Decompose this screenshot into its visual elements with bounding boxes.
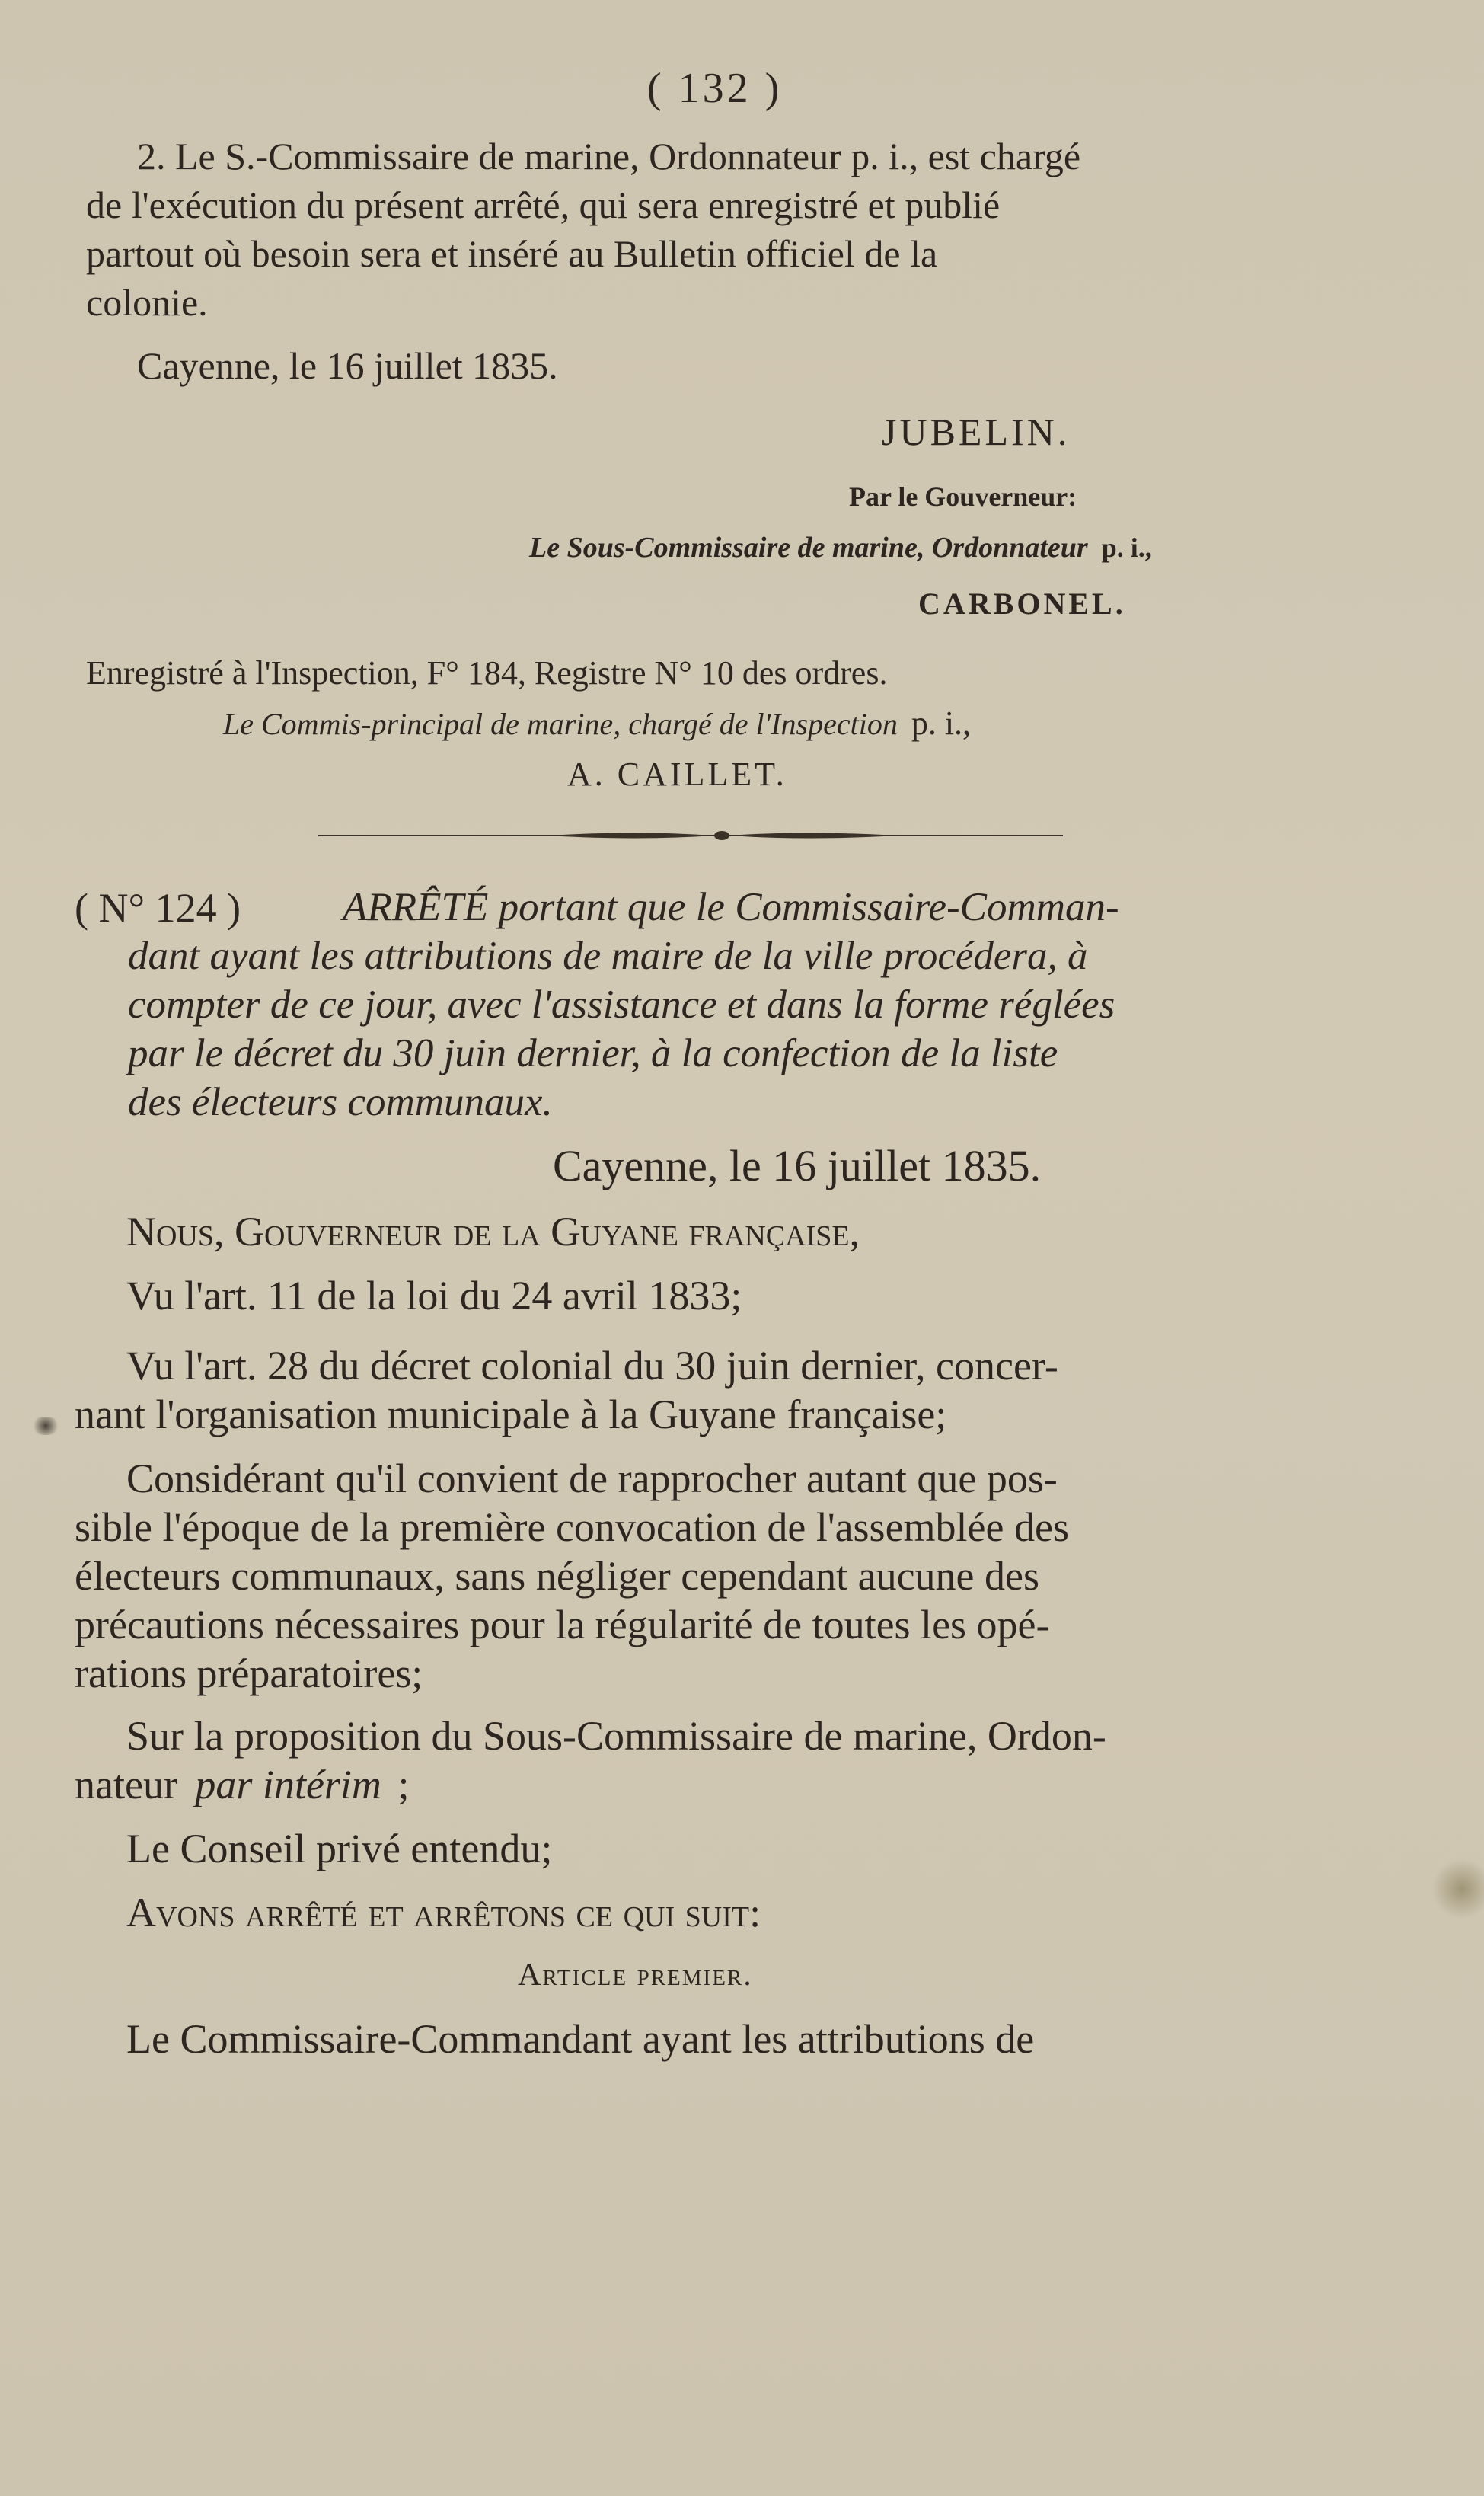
body-line: Sur la proposition du Sous-Commissaire de marine, Ordon- bbox=[126, 1713, 1106, 1759]
paragraph-line: partout où besoin sera et inséré au Bulletin officiel de la bbox=[86, 232, 938, 275]
body-line: sible l'époque de la première convocation de l'assemblée des bbox=[75, 1504, 1069, 1550]
body-line: Le Commissaire-Commandant ayant les attributions de bbox=[126, 2016, 1035, 2062]
body-line: Avons arrêté et arrêtons ce qui suit: bbox=[126, 1890, 761, 1935]
body-line: rations préparatoires; bbox=[75, 1651, 423, 1696]
body-line: électeurs communaux, sans négliger cependant aucune des bbox=[75, 1553, 1039, 1599]
sous-commissaire-suffix: p. i., bbox=[1101, 532, 1152, 563]
body-line: Vu l'art. 28 du décret colonial du 30 juin dernier, concer- bbox=[126, 1343, 1058, 1389]
signature-jubelin: JUBELIN. bbox=[882, 411, 1071, 453]
arrete-title-line: dant ayant les attributions de maire de la ville procédera, à bbox=[128, 934, 1088, 978]
arrete-title-line: compter de ce jour, avec l'assistance et dans la forme réglées bbox=[128, 983, 1115, 1027]
sous-commissaire-line bbox=[529, 533, 1152, 562]
commis-suffix: p. i., bbox=[911, 705, 972, 742]
date-line: Cayenne, le 16 juillet 1835. bbox=[137, 344, 558, 387]
registration-line: Enregistré à l'Inspection, F° 184, Registre N° 10 des ordres. bbox=[86, 654, 888, 692]
sous-commissaire-title: Le Sous-Commissaire de marine, Ordonnateur bbox=[529, 532, 1088, 564]
arrete-number: ( N° 124 ) bbox=[75, 885, 241, 931]
page-number: ( 132 ) bbox=[647, 65, 783, 112]
body-line-end: ; bbox=[397, 1762, 410, 1807]
body-line: Le Conseil privé entendu; bbox=[126, 1826, 553, 1871]
article-heading: Article premier. bbox=[518, 1957, 753, 1993]
arrete-title-line: des électeurs communaux. bbox=[128, 1080, 553, 1124]
par-le-gouverneur: Par le Gouverneur: bbox=[849, 481, 1077, 512]
date-line-2: Cayenne, le 16 juillet 1835. bbox=[553, 1141, 1042, 1190]
paragraph-line: de l'exécution du présent arrêté, qui sera enregistré et publié bbox=[86, 184, 1001, 226]
signature-caillet: A. CAILLET. bbox=[567, 756, 787, 793]
par-interim: par intérim bbox=[195, 1762, 381, 1807]
body-line-start: nateur bbox=[75, 1762, 177, 1807]
body-line: Vu l'art. 11 de la loi du 24 avril 1833; bbox=[126, 1273, 742, 1318]
signature-carbonel: CARBONEL. bbox=[918, 586, 1126, 621]
ornamental-rule bbox=[318, 829, 1063, 842]
paper-stain bbox=[1431, 1858, 1484, 1919]
body-line: Considérant qu'il convient de rapprocher autant que pos- bbox=[126, 1456, 1058, 1501]
paper-stain bbox=[30, 1417, 61, 1435]
arrete-title-line: ARRÊTÉ portant que le Commissaire-Comman- bbox=[343, 885, 1119, 929]
paragraph-line: 2. Le S.-Commissaire de marine, Ordonnateur p. i., est chargé bbox=[137, 135, 1081, 177]
body-line: nant l'organisation municipale à la Guyane française; bbox=[75, 1392, 947, 1437]
body-line bbox=[75, 1764, 409, 1805]
body-line: précautions nécessaires pour la régularité de toutes les opé- bbox=[75, 1602, 1050, 1647]
paragraph-line: colonie. bbox=[86, 281, 208, 324]
commis-title: Le Commis-principal de marine, chargé de l'Inspection bbox=[223, 707, 898, 741]
commis-line bbox=[223, 707, 971, 740]
arrete-title-line: par le décret du 30 juin dernier, à la confection de la liste bbox=[128, 1031, 1058, 1075]
body-line: Nous, Gouverneur de la Guyane française, bbox=[126, 1209, 860, 1254]
